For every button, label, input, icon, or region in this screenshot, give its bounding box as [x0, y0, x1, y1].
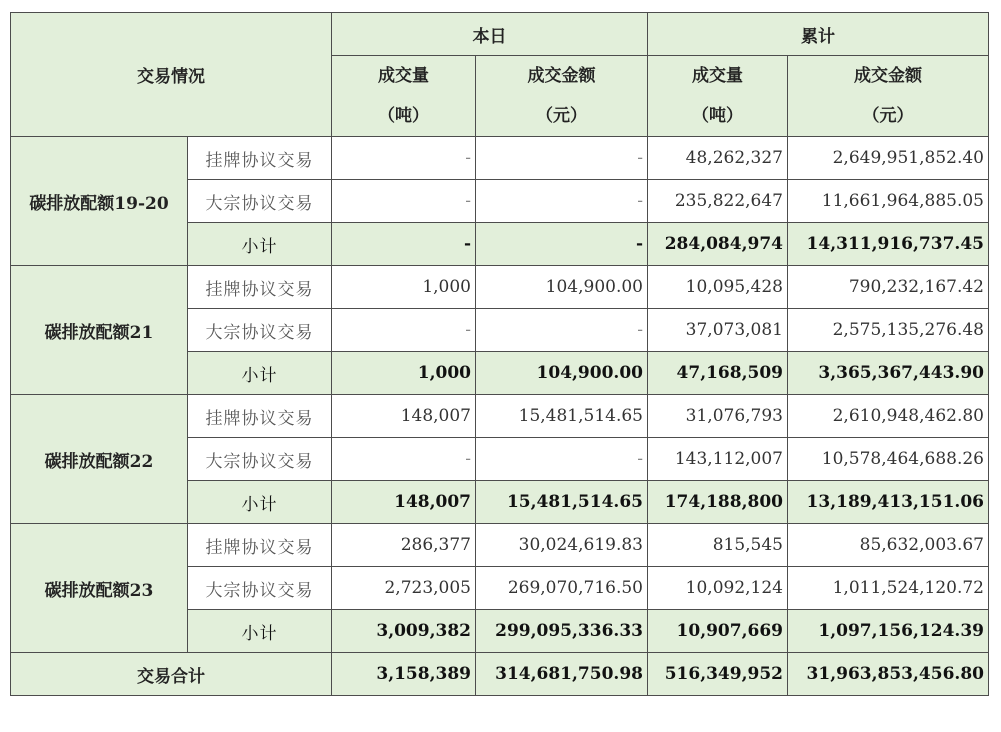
cum-volume-cell: 47,168,509	[648, 352, 788, 395]
today-volume-cell: 286,377	[332, 524, 476, 567]
today-amount-cell: -	[476, 180, 648, 223]
cum-volume-cell: 48,262,327	[648, 137, 788, 180]
cum-amount-cell: 10,578,464,688.26	[788, 438, 989, 481]
group-name-cell: 碳排放配额23	[11, 524, 188, 653]
today-volume-cell: -	[332, 180, 476, 223]
table-row	[11, 395, 989, 438]
cum-volume-cell: 174,188,800	[648, 481, 788, 524]
trade-type-cell: 小计	[188, 223, 332, 266]
header-volume-label: 成交量	[692, 66, 743, 86]
total-today-volume-cell: 3,158,389	[332, 653, 476, 696]
today-amount-cell: 269,070,716.50	[476, 567, 648, 610]
today-volume-cell: -	[332, 309, 476, 352]
today-volume-cell: -	[332, 223, 476, 266]
header-volume-unit: （吨）	[378, 106, 429, 126]
trade-type-cell: 小计	[188, 481, 332, 524]
group-name-cell: 碳排放配额21	[11, 266, 188, 395]
table-row	[11, 524, 989, 567]
today-volume-cell: 2,723,005	[332, 567, 476, 610]
today-amount-cell: 104,900.00	[476, 352, 648, 395]
today-volume-cell: 148,007	[332, 395, 476, 438]
today-amount-cell: -	[476, 137, 648, 180]
header-amount-label: 成交金额	[854, 66, 922, 86]
cum-volume-cell: 284,084,974	[648, 223, 788, 266]
today-volume-cell: 3,009,382	[332, 610, 476, 653]
total-row	[11, 653, 989, 696]
header-today-amount	[476, 56, 648, 137]
today-amount-cell: -	[476, 223, 648, 266]
trade-type-cell: 大宗协议交易	[188, 309, 332, 352]
today-amount-cell: -	[476, 309, 648, 352]
trade-type-cell: 小计	[188, 610, 332, 653]
trading-summary-table	[10, 12, 989, 696]
cum-amount-cell: 3,365,367,443.90	[788, 352, 989, 395]
cum-amount-cell: 85,632,003.67	[788, 524, 989, 567]
cum-amount-cell: 1,097,156,124.39	[788, 610, 989, 653]
cum-volume-cell: 37,073,081	[648, 309, 788, 352]
cum-volume-cell: 10,907,669	[648, 610, 788, 653]
today-volume-cell: -	[332, 137, 476, 180]
cum-volume-cell: 10,095,428	[648, 266, 788, 309]
today-amount-cell: 30,024,619.83	[476, 524, 648, 567]
trade-type-cell: 小计	[188, 352, 332, 395]
cum-amount-cell: 790,232,167.42	[788, 266, 989, 309]
today-amount-cell: 15,481,514.65	[476, 481, 648, 524]
header-amount-unit: （元）	[862, 106, 914, 126]
cum-amount-cell: 2,575,135,276.48	[788, 309, 989, 352]
header-trade-info: 交易情况	[11, 13, 332, 137]
trade-type-cell: 大宗协议交易	[188, 180, 332, 223]
today-amount-cell: -	[476, 438, 648, 481]
today-volume-cell: -	[332, 438, 476, 481]
trade-type-cell: 挂牌协议交易	[188, 524, 332, 567]
table-row	[11, 137, 989, 180]
cum-amount-cell: 13,189,413,151.06	[788, 481, 989, 524]
cum-amount-cell: 2,649,951,852.40	[788, 137, 989, 180]
header-volume-unit: （吨）	[692, 106, 743, 126]
total-cum-volume-cell: 516,349,952	[648, 653, 788, 696]
cum-volume-cell: 143,112,007	[648, 438, 788, 481]
cum-amount-cell: 11,661,964,885.05	[788, 180, 989, 223]
header-amount-unit: （元）	[536, 106, 587, 126]
cum-volume-cell: 235,822,647	[648, 180, 788, 223]
header-today-volume	[332, 56, 476, 137]
cum-amount-cell: 2,610,948,462.80	[788, 395, 989, 438]
today-amount-cell: 299,095,336.33	[476, 610, 648, 653]
group-name-cell: 碳排放配额22	[11, 395, 188, 524]
today-volume-cell: 148,007	[332, 481, 476, 524]
header-today: 本日	[332, 13, 648, 56]
header-amount-label: 成交金额	[527, 66, 596, 86]
trade-type-cell: 大宗协议交易	[188, 438, 332, 481]
total-today-amount-cell: 314,681,750.98	[476, 653, 648, 696]
trade-type-cell: 挂牌协议交易	[188, 395, 332, 438]
today-amount-cell: 15,481,514.65	[476, 395, 648, 438]
cum-volume-cell: 31,076,793	[648, 395, 788, 438]
cum-amount-cell: 14,311,916,737.45	[788, 223, 989, 266]
header-cum-amount	[788, 56, 989, 137]
table-row	[11, 266, 989, 309]
group-name-cell: 碳排放配额19-20	[11, 137, 188, 266]
today-volume-cell: 1,000	[332, 352, 476, 395]
trade-type-cell: 挂牌协议交易	[188, 137, 332, 180]
trade-type-cell: 大宗协议交易	[188, 567, 332, 610]
trade-type-cell: 挂牌协议交易	[188, 266, 332, 309]
header-volume-label: 成交量	[378, 66, 429, 86]
today-volume-cell: 1,000	[332, 266, 476, 309]
header-cum-volume	[648, 56, 788, 137]
total-label: 交易合计	[11, 653, 332, 696]
total-cum-amount-cell: 31,963,853,456.80	[788, 653, 989, 696]
header-row-1	[11, 13, 989, 56]
cum-volume-cell: 815,545	[648, 524, 788, 567]
header-cumulative: 累计	[648, 13, 989, 56]
cum-amount-cell: 1,011,524,120.72	[788, 567, 989, 610]
cum-volume-cell: 10,092,124	[648, 567, 788, 610]
today-amount-cell: 104,900.00	[476, 266, 648, 309]
